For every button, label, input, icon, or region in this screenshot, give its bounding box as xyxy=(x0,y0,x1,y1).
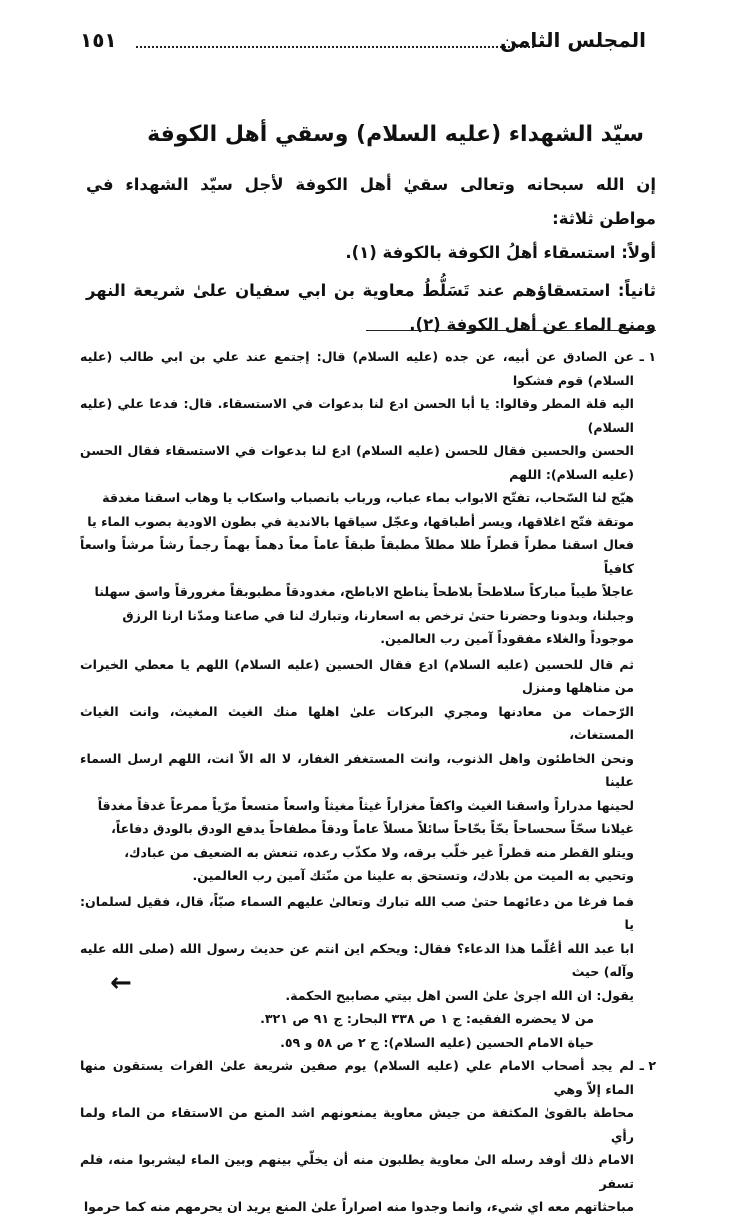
footnote-line: هيّج لنا السّحاب، تفتّح الابواب بماء عباب، ورباب بانصباب واسكاب يا وهاب اسقنا مغدقة xyxy=(102,490,634,505)
footnote-line: الحسن والحسين فقال للحسن (عليه السلام) ادع لنا بدعوات في الاستسقاء فقال الحسن (عليه السلام): اللهم xyxy=(80,443,634,482)
page-header xyxy=(80,28,646,58)
footnote-line: الامام ذلك أوفد رسله الىٰ معاوية يطلبون منه أن يخلّي بينهم وبين الماء ليشربوا منه، فلم تسفر xyxy=(80,1152,634,1191)
footnotes xyxy=(80,345,656,1219)
footnote-reference: من لا يحضره الفقيه: ج ١ ص ٣٣٨ البحار: ج ٩١ ص ٣٢١. xyxy=(260,1011,594,1026)
footnote-line: ثم قال للحسين (عليه السلام) ادع فقال الحسين (عليه السلام) اللهم يا معطي الخيرات من مناهلها ومنزل xyxy=(80,656,634,695)
continuation-arrow-icon: ← xyxy=(110,968,132,998)
point-one: أولاً: استسقاء أهلُ الكوفة بالكوفة (١). xyxy=(345,243,656,262)
section-title: سيّد الشهداء (عليه السلام) وسقي أهل الكوفة xyxy=(147,122,644,147)
footnote-line: لحينها مدراراً واسقنا الغيث واكفاً مغزاراً غيثاً مغيثاً واسعاً متسعاً مرّياً ممرعاً غدقاً مغدقاً xyxy=(97,797,634,813)
footnote-line: ابا عبد الله أعُلّما هذا الدعاء؟ فقال: ويحكم اين انتم عن حديث رسول الله (صلى الله عليه وآله) حيث xyxy=(80,940,634,979)
footnote-paragraph xyxy=(80,653,634,888)
footnote-line: ونحن الخاطئون واهل الذنوب، وانت المستغفر الغفار، لا اله الاّ انت، اللهم ارسل السماء علينا xyxy=(80,750,634,789)
footnote-line: محاطة بالقوىٰ المكثفة من جيش معاوية يمنعونهم اشد المنع من الاستقاء من الماء ولما رأي xyxy=(80,1105,634,1144)
footnote-line: لم يجد أصحاب الامام علي (عليه السلام) يوم صفين شريعة علىٰ الفرات يستقون منها الماء إلاّ وهي xyxy=(80,1058,634,1097)
footnote-line: فعال اسقنا مطراً قطراً طلا مطلاً مطبقاً طبقاً عاماً معاً دهماً بهماً رجماً رشاً مرشاً واسعاً كافياً xyxy=(80,537,634,576)
main-text xyxy=(86,168,656,342)
footnote-number: ٢ ـ xyxy=(639,1058,656,1073)
footnote-separator xyxy=(366,330,656,331)
footnote-1 xyxy=(80,345,656,1054)
footnote-paragraph xyxy=(80,890,634,1008)
footnote-line: ويتلو القطر منه قطراً غير خلّب برقه، ولا مكذّب رعده، تنعش به الضعيف من عبادك، xyxy=(124,844,634,860)
footnote-line: فما فرغا من دعائهما حتىٰ صب الله تبارك وتعالىٰ عليهم السماء صبّاً، قال، فقيل لسلمان: يا xyxy=(80,893,634,932)
point-two: ثانياً: استسقاؤهم عند تَسَلُّطُ معاوية بن ابي سفيان علىٰ شريعة النهر ومنع الماء عن أهل الكوفة (٢). xyxy=(86,281,656,334)
footnote-line: موتقة فتّح اغلاقها، ويسر أطباقها، وعجّل سياقها بالاندية في بطون الاودية بصوب الماء يا xyxy=(87,513,634,529)
footnote-number: ١ ـ xyxy=(639,349,656,364)
footnote-2 xyxy=(80,1054,656,1219)
page-number: ١٥١ xyxy=(80,28,117,52)
header-dot-leader xyxy=(136,46,534,48)
intro-paragraph: إن الله سبحانه وتعالى سقيٰ أهل الكوفة لأجل سيّد الشهداء في مواطن ثلاثة: xyxy=(86,175,656,228)
footnote-line: غيلانا سحّاً سحساحاً بحّاً بحّاحاً سائلاً مسلاً عاماً ودقاً مطفاحاً يدفع الودق بالودق دفاعاً، xyxy=(111,821,634,836)
footnote-line: موجوداً والغلاء مفقوداً آمين رب العالمين. xyxy=(380,631,634,646)
footnote-reference: حياة الامام الحسين (عليه السلام): ج ٢ ص ٥٨ و ٥٩. xyxy=(280,1034,594,1050)
footnote-line: الرّحمات من معادنها ومجري البركات علىٰ اهلها منك الغيث المغيث، وانت الغياث المستغاث، xyxy=(80,703,634,742)
footnote-line: عن الصادق عن أبيه، عن جده (عليه السلام) قال: إجتمع عند علي بن ابي طالب (عليه السلام) قوم فشكوا xyxy=(80,349,634,388)
footnote-line: اليه قلة المطر وقالوا: يا أبا الحسن ادع لنا بدعوات في الاستسقاء. قال: فدعا علي (عليه السلام) xyxy=(80,396,634,435)
footnote-line: مباحثاتهم معه اي شيء، وانما وجدوا منه اصراراً علىٰ المنع يريد ان يحرمهم منه كما حرموا xyxy=(83,1199,634,1214)
footnote-line: وجبلنا، وبدونا وحضرنا حتىٰ ترخص به اسعارنا، وتبارك لنا في صاعنا ومدّنا ارنا الرزق xyxy=(122,607,634,623)
chapter-title: المجلس الثامن xyxy=(499,28,646,52)
footnote-line: عاجلاً طيباً مباركاً سلاطحاً بلاطحاً يناطح الاباطح، مغدودقاً مطبوبقاً مغرورقاً واسق سهلنا xyxy=(94,584,634,599)
footnote-line: يقول: ان الله اجرىٰ علىٰ السن اهل بيتي مصابيح الحكمة. xyxy=(285,987,634,1003)
footnote-line: وتحيي به الميت من بلادك، وتستحق به علينا من منّتك آمين رب العالمين. xyxy=(192,868,634,883)
